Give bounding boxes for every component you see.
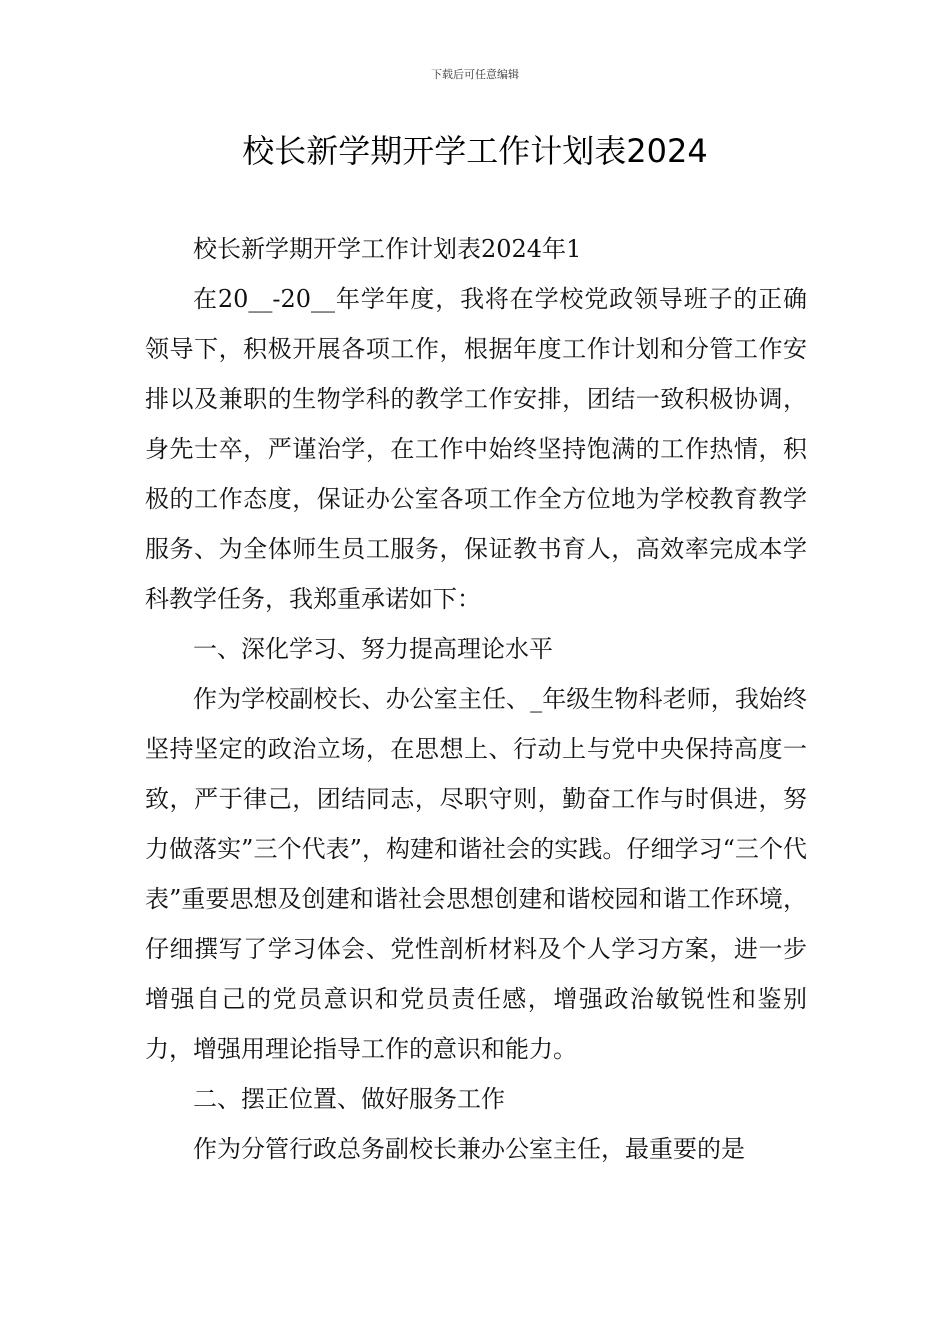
paragraph-section-2: 作为分管行政总务副校长兼办公室主任，最重要的是 xyxy=(193,1135,745,1163)
section-heading-1: 一、深化学习、努力提高理论水平 xyxy=(193,635,553,663)
header-note: 下载后可任意编辑 xyxy=(431,68,519,81)
document-title: 校长新学期开学工作计划表2024 xyxy=(242,132,708,170)
paragraph-subtitle: 校长新学期开学工作计划表2024年1 xyxy=(193,235,582,263)
paragraph-intro: 在20__-20__年学年度，我将在学校党政领导班子的正确领导下，积极开展各项工作，根据年度工作计划和分管工作安排以及兼职的生物学科的教学工作安排，团结一致积极协调，身先士卒，严谨治学，在工作中始终坚持饱满的工作热情，积极的工作态度，保证办公室各项工作全方位地为学校教育教学服务、为全体师生员工服务，保证教书育人，高效率完成本学科教学任务，我郑重承诺如下： xyxy=(145,285,807,613)
document-body xyxy=(145,224,807,1174)
section-heading-2: 二、摆正位置、做好服务工作 xyxy=(193,1085,505,1113)
paragraph-section-1: 作为学校副校长、办公室主任、_年级生物科老师，我始终坚持坚定的政治立场，在思想上、行动上与党中央保持高度一致，严于律己，团结同志，尽职守则，勤奋工作与时俱进，努力做落实”三个代表”，构建和谐社会的实践。仔细学习“三个代表”重要思想及创建和谐社会思想创建和谐校园和谐工作环境，仔细撰写了学习体会、党性剖析材料及个人学习方案，进一步增强自己的党员意识和党员责任感，增强政治敏锐性和鉴别力，增强用理论指导工作的意识和能力。 xyxy=(145,685,807,1063)
